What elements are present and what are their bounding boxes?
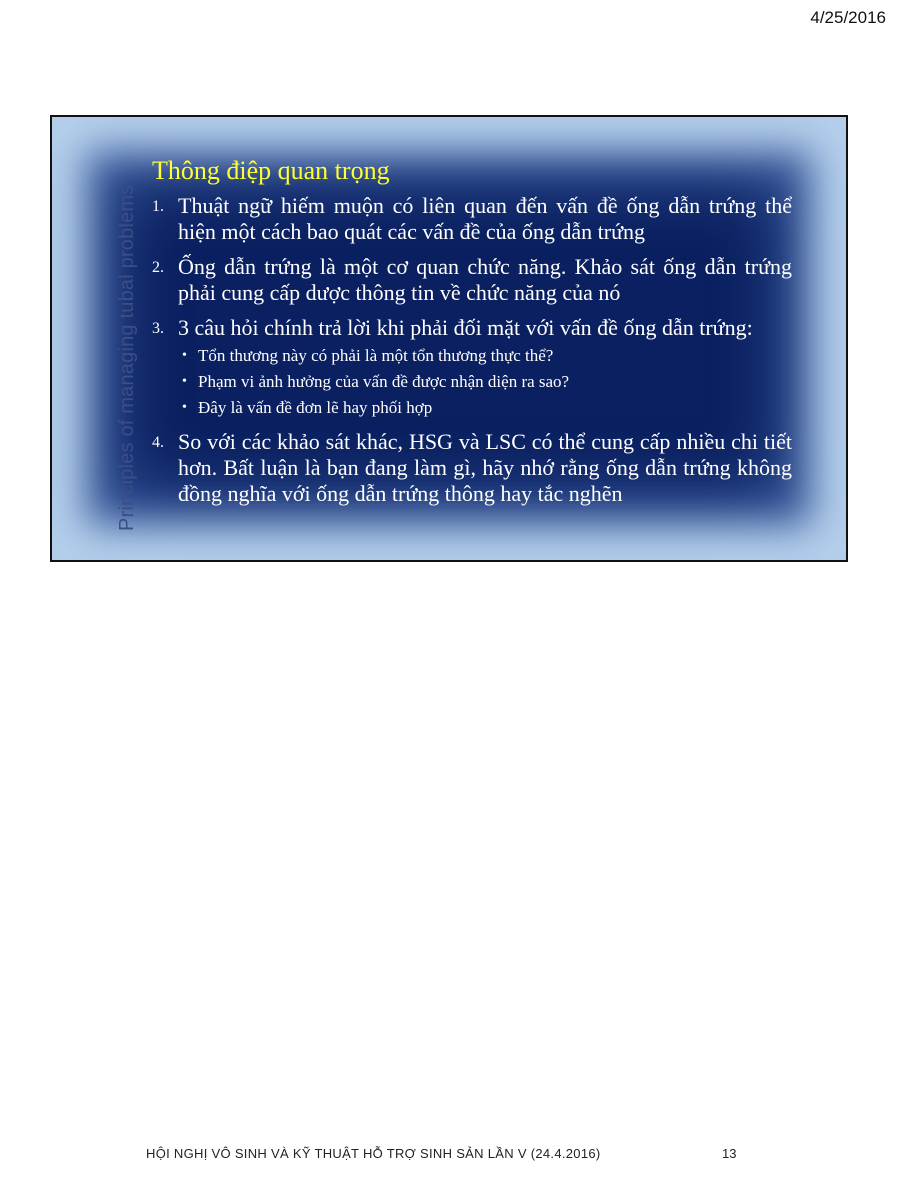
side-label: Principles of managing tubal problems <box>116 184 138 531</box>
bullet-icon: • <box>182 374 187 389</box>
sub-item-2 <box>152 369 792 395</box>
sub-item-text: Phạm vi ảnh hưởng của vấn đề được nhận diện ra sao? <box>198 372 570 391</box>
header-date: 4/25/2016 <box>810 8 886 27</box>
sub-item-text: Tổn thương này có phải là một tổn thương thực thể? <box>198 346 554 365</box>
list-item-number: 4. <box>152 434 164 451</box>
list-item-text: Thuật ngữ hiếm muộn có liên quan đến vấn đề ống dẫn trứng thể hiện một cách bao quát các vấn đề của ống dẫn trứng <box>178 193 792 244</box>
bullet-icon: • <box>182 348 187 363</box>
bullet-icon: • <box>182 400 187 415</box>
slide <box>50 115 848 562</box>
list-item-number: 1. <box>152 198 164 215</box>
slide-title: Thông điệp quan trọng <box>152 156 390 185</box>
list-item-2 <box>152 254 792 306</box>
list-item-text: 3 câu hỏi chính trả lời khi phải đối mặt với vấn đề ống dẫn trứng: <box>178 315 753 340</box>
list-item-text: So với các khảo sát khác, HSG và LSC có thể cung cấp nhiều chi tiết hơn. Bất luận là bạn đang làm gì, hãy nhớ rằng ống dẫn trứng không đồng nghĩa với ống dẫn trứng thông hay tắc nghẽn <box>178 429 792 506</box>
page-number: 13 <box>722 1146 737 1161</box>
list-item-number: 3. <box>152 320 164 337</box>
sub-item-3 <box>152 395 792 421</box>
slide-content <box>152 155 792 516</box>
sub-item-text: Đây là vấn đề đơn lẽ hay phối hợp <box>198 398 433 417</box>
sub-item-1 <box>152 343 792 369</box>
list-item-number: 2. <box>152 259 164 276</box>
list-item-text: Ống dẫn trứng là một cơ quan chức năng. Khảo sát ống dẫn trứng phải cung cấp dược thông tin về chức năng của nó <box>178 254 792 305</box>
list-item-4 <box>152 429 792 507</box>
list-item-3 <box>152 315 792 341</box>
list-item-1 <box>152 193 792 245</box>
footer-text: HỘI NGHỊ VÔ SINH VÀ KỸ THUẬT HỖ TRỢ SINH SẢN LẦN V (24.4.2016) <box>146 1146 601 1161</box>
